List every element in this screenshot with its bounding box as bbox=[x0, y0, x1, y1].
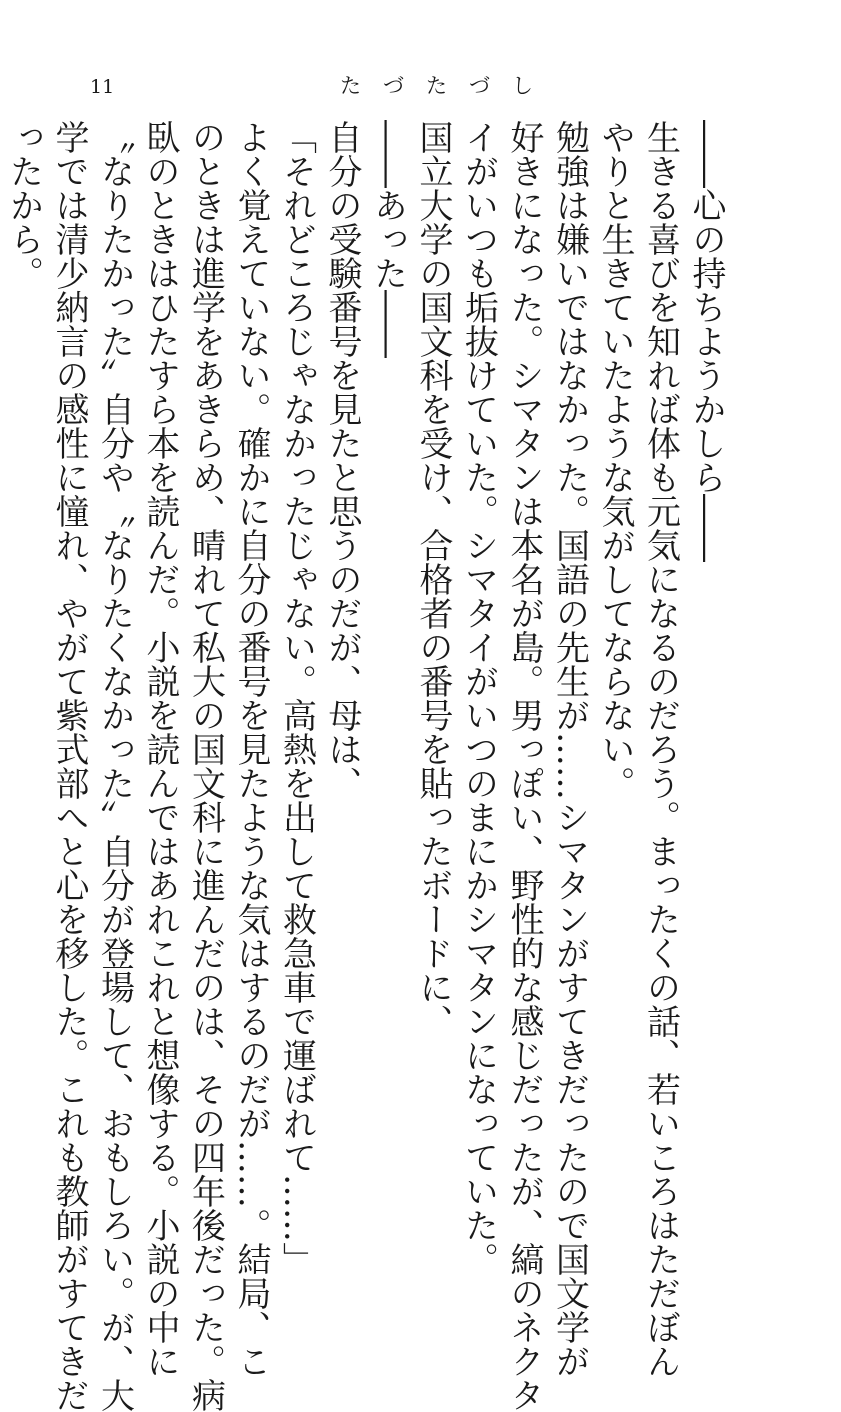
text-line: 好きになった。シマタンは本名が島。男っぽい、野性的な感じだったが、縞のネクタ bbox=[504, 120, 544, 1412]
text-line: 臥のときはひたすら本を読んだ。小説を読んではあれこれと想像する。小説の中に bbox=[140, 120, 180, 1378]
text-line: 勉強は嫌いではなかった。国語の先生が……シマタンがすてきだったので国文学が bbox=[549, 120, 590, 1378]
text-line: 学では清少納言の感性に憧れ、やがて紫式部へと心を移した。これも教師がすてきだ bbox=[49, 120, 89, 1412]
text-line: 「それどころじゃなかったじゃない。高熱を出して救急車で運ばれて……」 bbox=[276, 120, 317, 1276]
text-line: 国立大学の国文科を受け、合格者の番号を貼ったボードに、 bbox=[413, 120, 453, 1038]
text-line: 自分の受験番号を見たと思うのだが、母は、 bbox=[322, 120, 362, 800]
text-line: ――あった―― bbox=[367, 120, 408, 358]
running-title: たづたづし bbox=[340, 74, 555, 98]
text-line: イがいつも垢抜けていた。シマタイがいつのまにかシマタンになっていた。 bbox=[458, 120, 499, 1276]
text-line: のときは進学をあきらめ、晴れて私大の国文科に進んだのは、その四年後だった。病 bbox=[185, 120, 226, 1412]
text-line: よく覚えていない。確かに自分の番号を見たような気はするのだが……。結局、こ bbox=[231, 120, 271, 1378]
text-line: ――心の持ちようかしら―― bbox=[686, 120, 726, 562]
vertical-text-body bbox=[3, 120, 728, 1412]
text-line: ったから。 bbox=[3, 120, 44, 290]
text-line: 〝なりたかった〟自分や〝なりたくなかった〟自分が登場して、おもしろい。が、大 bbox=[94, 120, 135, 1412]
page-number: 11 bbox=[90, 76, 115, 98]
text-line: やりと生きていたような気がしてならない。 bbox=[595, 120, 635, 800]
text-line: 生きる喜びを知れば体も元気になるのだろう。まったくの話、若いころはただぼん bbox=[640, 120, 681, 1378]
